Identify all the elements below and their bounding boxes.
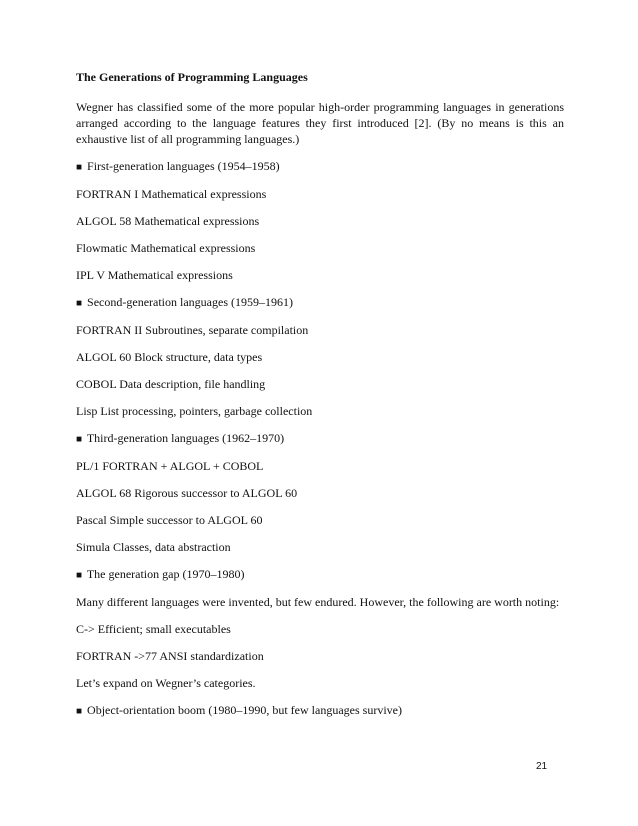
list-item: FORTRAN I Mathematical expressions [76,187,267,201]
bullet-heading-text: First-generation languages (1954–1958) [87,159,280,173]
bullet-square-icon: ■ [76,706,83,717]
intro-paragraph: Wegner has classified some of the more popular high-order programming languages in generations arranged according to the language features they first introduced [2]. (By no means is this an exhaustive list of all programming languages.) [76,100,564,146]
gap-paragraph: Many different languages were invented, but few endured. However, the following are worth noting: [76,595,560,609]
list-item: PL/1 FORTRAN + ALGOL + COBOL [76,459,264,473]
list-item: IPL V Mathematical expressions [76,268,233,282]
page-number: 21 [536,761,548,772]
list-item: ALGOL 60 Block structure, data types [76,350,263,364]
bullet-heading-text: The generation gap (1970–1980) [86,567,245,581]
list-item: ALGOL 58 Mathematical expressions [76,214,260,228]
list-item: C-> Efficient; small executables [76,622,231,636]
list-item: FORTRAN II Subroutines, separate compilation [76,323,309,337]
list-item: FORTRAN ->77 ANSI standardization [76,649,264,663]
list-item: Simula Classes, data abstraction [76,540,231,554]
bullet-heading-text: Third-generation languages (1962–1970) [86,431,285,445]
document-page [76,70,564,719]
bullet-heading [76,703,564,719]
list-item: ALGOL 68 Rigorous successor to ALGOL 60 [76,486,298,500]
bullet-square-icon: ■ [76,162,83,173]
bullet-heading [76,295,564,311]
bullet-square-icon: ■ [76,434,83,445]
list-item: Lisp List processing, pointers, garbage collection [76,404,313,418]
list-item: Let’s expand on Wegner’s categories. [76,676,256,690]
bullet-heading [76,431,564,447]
bullet-heading [76,159,564,175]
list-item: COBOL Data description, file handling [76,377,266,391]
bullet-heading [76,567,564,583]
bullet-heading-text: Second-generation languages (1959–1961) [87,295,293,309]
bullet-heading-text: Object-orientation boom (1980–1990, but few languages survive) [87,703,402,717]
list-item: Flowmatic Mathematical expressions [76,241,256,255]
list-item: Pascal Simple successor to ALGOL 60 [76,513,263,527]
section-heading: The Generations of Programming Languages [76,70,308,84]
bullet-square-icon: ■ [76,298,83,309]
bullet-square-icon: ■ [76,570,83,581]
